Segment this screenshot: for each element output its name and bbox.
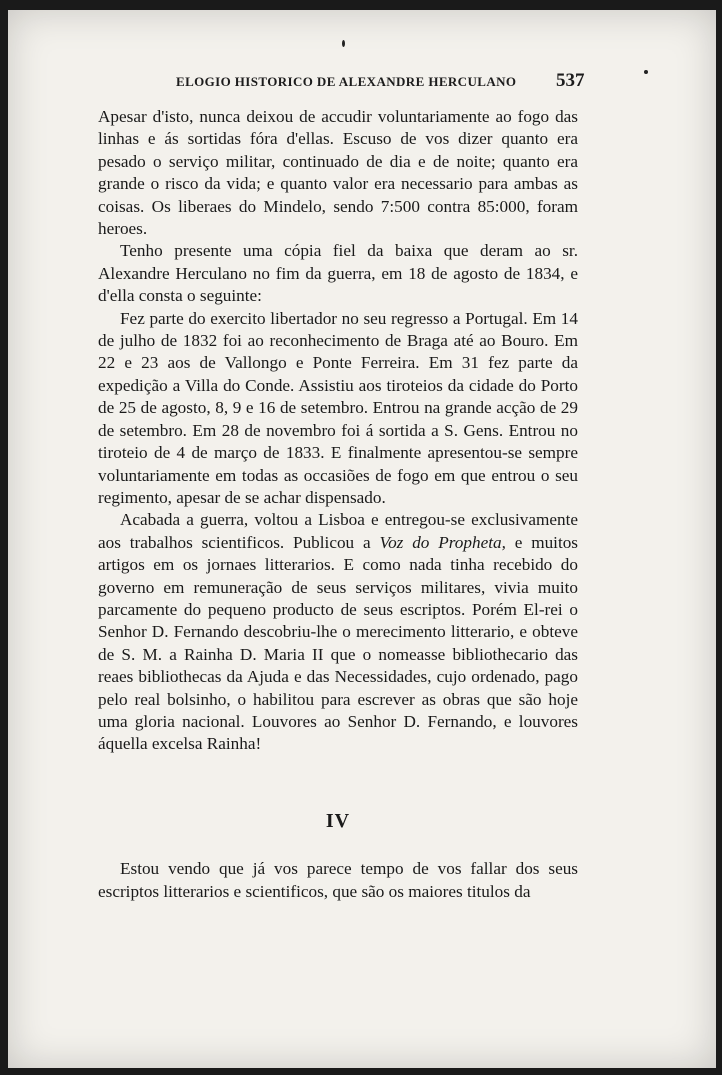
ink-speck [342,40,345,47]
paragraph-4-text-start: Acabada a guerra, voltou a Lisboa e entregou-se exclusivamente aos trabalhos scientificos. Publicou a [98,510,578,552]
body-text [98,106,578,903]
paragraph-4-text-end: e muitos artigos em os jornaes litterarios. E como nada tinha recebido do governo em remuneração de seus serviços militares, vivia muito parcamente do pequeno producto de seus escriptos. Porém El-rei o Senhor D. Fernando descobriu-lhe o merecimento litterario, e obteve de S. M. a Rainha D. Maria II que o nomeasse bibliothecario das reaes bibliothecas da Ajuda e das Necessidades, cujo ordenado, pago pelo real bolsinho, o habilitou para escrever as obras que são hoje uma gloria nacional. Louvores ao Senhor D. Fernando, e louvores áquella excelsa Rainha! [98,532,578,754]
paragraph-5: Estou vendo que já vos parece tempo de vos fallar dos seus escriptos litterarios e scientificos, que são os maiores titulos da [98,859,578,901]
paragraph-4 [98,509,578,755]
running-title: ELOGIO HISTORICO DE ALEXANDRE HERCULANO [176,74,517,89]
paragraph-1: Apesar d'isto, nunca deixou de accudir voluntariamente ao fogo das linhas e ás sortidas fóra d'ellas. Escuso de vos dizer quanto era pesado o serviço militar, continuado de dia e de noite; quanto era grande o risco da vida; e quanto valor era necessario para ambas as coisas. Os liberaes do Mindelo, sendo 7:500 contra 85:000, foram heroes. [98,107,578,239]
page-number: 537 [556,70,585,91]
book-title-italic: Voz do Propheta, [379,532,506,552]
paragraph-2: Tenho presente uma cópia fiel da baixa que deram ao sr. Alexandre Herculano no fim da guerra, em 18 de agosto de 1834, e d'ella consta o seguinte: [98,241,578,306]
paragraph-3: Fez parte do exercito libertador no seu regresso a Portugal. Em 14 de julho de 1832 foi ao reconhecimento de Braga até ao Bouro. Em 22 e 23 aos de Vallongo e Ponte Ferreira. Em 31 fez parte da expedição a Villa do Conde. Assistiu aos tiroteios da cidade do Porto de 25 de agosto, 8, 9 e 16 de setembro. Entrou na grande acção de 29 de setembro. Em 28 de novembro foi á sortida a S. Gens. Entrou no tiroteio de 4 de março de 1833. E finalmente apresentou-se sempre voluntariamente em todas as occasiões de fogo em que entrou o seu regimento, apesar de se achar dispensado. [98,308,578,507]
book-page [8,10,716,1068]
page-header [8,70,716,98]
section-heading: IV [325,809,351,832]
